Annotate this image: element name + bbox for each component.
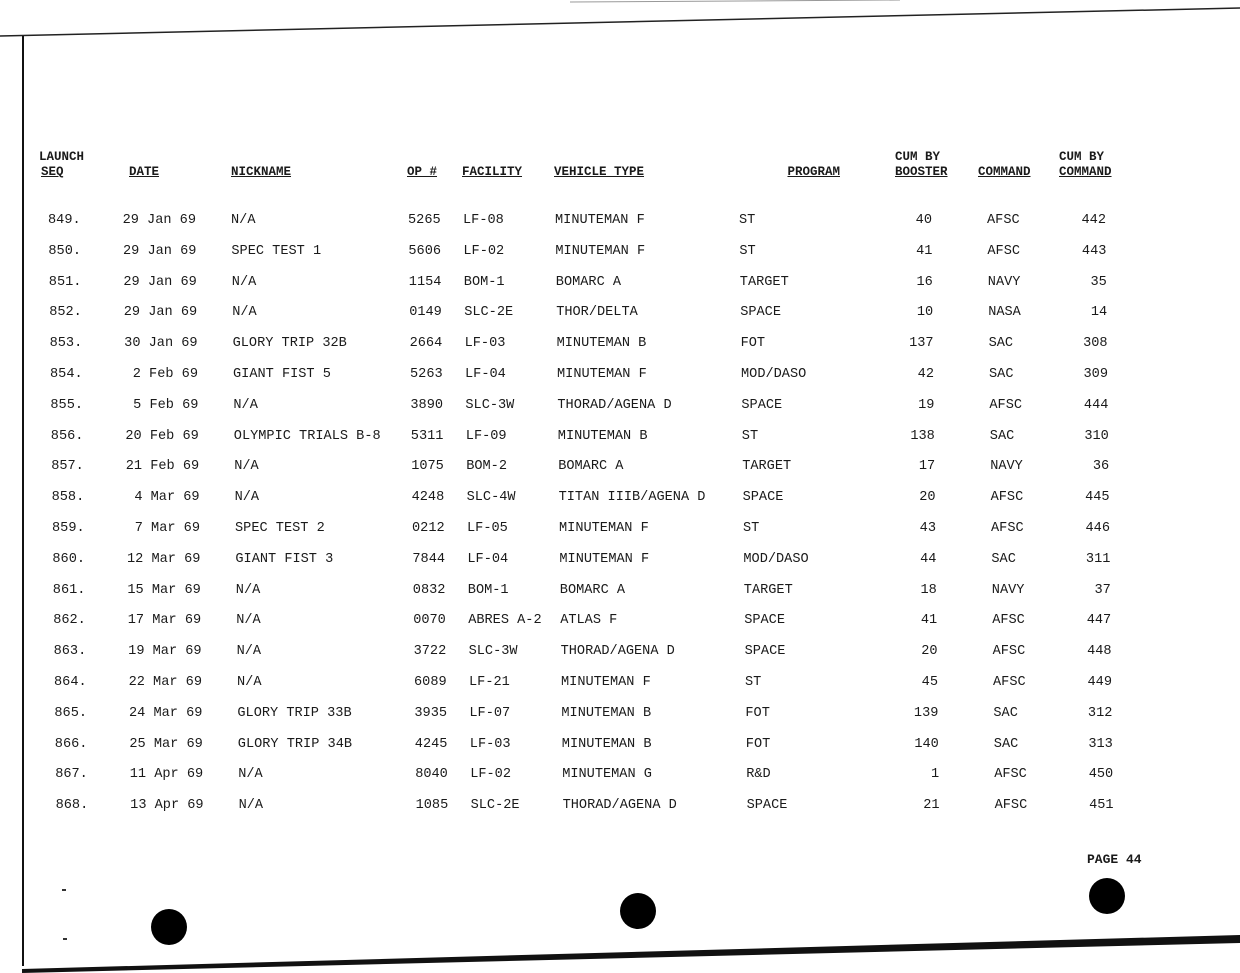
cell-launch-seq: 860. bbox=[52, 551, 86, 567]
cell-program: MOD/DASO bbox=[741, 367, 807, 382]
cell-program: TARGET bbox=[742, 459, 792, 475]
cell-cum-command: 309 bbox=[1083, 367, 1108, 382]
cell-nickname: GLORY TRIP 33B bbox=[237, 705, 352, 721]
cell-op-number: 0070 bbox=[413, 613, 446, 629]
cell-program: ST bbox=[743, 521, 760, 536]
cell-date: 20 Feb 69 bbox=[125, 428, 199, 444]
cell-date: 29 Jan 69 bbox=[122, 243, 197, 259]
cell-program: R&D bbox=[746, 767, 771, 783]
cell-cum-command: 442 bbox=[1081, 213, 1106, 228]
cell-cum-booster: 140 bbox=[914, 736, 939, 752]
table-row bbox=[0, 336, 1240, 356]
cell-program: ST bbox=[741, 428, 759, 444]
cell-cum-booster: 44 bbox=[920, 551, 937, 567]
header-date: DATE bbox=[129, 165, 160, 179]
cell-nickname: N/A bbox=[236, 644, 262, 660]
cell-facility: LF-03 bbox=[469, 736, 511, 752]
cell-nickname: N/A bbox=[231, 213, 256, 228]
cell-cum-command: 311 bbox=[1085, 551, 1111, 567]
cell-program: SPACE bbox=[746, 798, 788, 814]
cell-cum-booster: 16 bbox=[916, 274, 933, 290]
cell-launch-seq: 856. bbox=[50, 428, 84, 444]
cell-nickname: N/A bbox=[238, 798, 264, 814]
table-row bbox=[0, 367, 1240, 387]
cell-command: NASA bbox=[988, 305, 1021, 321]
cell-facility: LF-04 bbox=[465, 367, 506, 382]
cell-nickname: GLORY TRIP 32B bbox=[232, 336, 347, 352]
header-program: PROGRAM bbox=[787, 165, 840, 179]
header-nickname: NICKNAME bbox=[231, 165, 292, 179]
cell-cum-booster: 42 bbox=[917, 367, 934, 382]
table-row bbox=[0, 305, 1240, 325]
cell-facility: SLC-2E bbox=[470, 798, 520, 814]
cell-program: SPACE bbox=[740, 305, 781, 321]
cell-date: 30 Jan 69 bbox=[124, 336, 198, 352]
cell-launch-seq: 852. bbox=[49, 305, 82, 321]
scan-speck bbox=[63, 938, 67, 940]
cell-command: SAC bbox=[993, 705, 1018, 721]
cell-cum-command: 37 bbox=[1094, 582, 1111, 598]
cell-facility: LF-05 bbox=[467, 521, 508, 536]
cell-command: NAVY bbox=[991, 582, 1025, 598]
cell-vehicle-type: MINUTEMAN F bbox=[555, 243, 646, 259]
cell-nickname: OLYMPIC TRIALS B-8 bbox=[233, 428, 381, 444]
cell-date: 12 Mar 69 bbox=[126, 551, 201, 567]
cell-program: SPACE bbox=[744, 644, 786, 660]
cell-command: AFSC bbox=[990, 490, 1024, 506]
cell-launch-seq: 865. bbox=[54, 705, 88, 721]
header-facility: FACILITY bbox=[462, 165, 523, 179]
cell-vehicle-type: ATLAS F bbox=[560, 613, 618, 629]
cell-launch-seq: 862. bbox=[53, 613, 86, 629]
cell-facility: BOM-1 bbox=[467, 582, 509, 598]
cell-op-number: 5311 bbox=[410, 428, 444, 444]
cell-launch-seq: 850. bbox=[48, 243, 82, 259]
cell-command: NAVY bbox=[990, 459, 1023, 475]
cell-program: TARGET bbox=[743, 582, 793, 598]
page-number: PAGE 44 bbox=[1087, 852, 1142, 867]
cell-nickname: SPEC TEST 1 bbox=[231, 243, 322, 259]
cell-cum-command: 35 bbox=[1090, 274, 1107, 290]
cell-op-number: 7844 bbox=[412, 551, 446, 567]
cell-cum-command: 14 bbox=[1090, 305, 1108, 321]
cell-date: 22 Mar 69 bbox=[128, 675, 202, 690]
cell-launch-seq: 863. bbox=[53, 644, 87, 660]
cell-facility: LF-09 bbox=[465, 428, 507, 444]
cell-command: NAVY bbox=[987, 274, 1021, 290]
cell-facility: SLC-3W bbox=[465, 397, 515, 413]
table-row bbox=[0, 613, 1240, 633]
cell-launch-seq: 866. bbox=[54, 736, 88, 752]
header-launch-seq: LAUNCH SEQ bbox=[39, 150, 85, 179]
cell-command: AFSC bbox=[987, 243, 1021, 259]
table-row bbox=[0, 706, 1240, 726]
cell-program: FOT bbox=[740, 336, 766, 352]
cell-date: 29 Jan 69 bbox=[122, 213, 196, 228]
cell-op-number: 4248 bbox=[411, 490, 445, 506]
cell-op-number: 3935 bbox=[414, 705, 448, 721]
cell-command: AFSC bbox=[992, 644, 1026, 660]
cell-vehicle-type: BOMARC A bbox=[559, 582, 626, 598]
cell-date: 4 Mar 69 bbox=[134, 490, 200, 506]
cell-launch-seq: 868. bbox=[55, 798, 89, 814]
cell-vehicle-type: MINUTEMAN B bbox=[561, 705, 652, 721]
cell-cum-booster: 40 bbox=[915, 213, 932, 228]
cell-launch-seq: 858. bbox=[51, 490, 85, 506]
cell-facility: SLC-2E bbox=[464, 305, 514, 321]
cell-command: SAC bbox=[988, 336, 1014, 352]
cell-launch-seq: 857. bbox=[51, 459, 84, 475]
cell-cum-command: 313 bbox=[1088, 736, 1113, 752]
cell-date: 7 Mar 69 bbox=[134, 521, 200, 536]
cell-program: ST bbox=[739, 243, 756, 259]
cell-vehicle-type: THOR/DELTA bbox=[556, 305, 638, 321]
cell-cum-command: 447 bbox=[1086, 613, 1112, 629]
cell-date: 11 Apr 69 bbox=[129, 767, 204, 783]
cell-facility: LF-08 bbox=[463, 213, 504, 228]
header-cum-by-booster: CUM BY BOOSTER bbox=[895, 150, 948, 179]
cell-op-number: 1154 bbox=[408, 274, 442, 290]
cell-command: SAC bbox=[989, 367, 1014, 382]
cell-vehicle-type: MINUTEMAN B bbox=[556, 336, 647, 352]
cell-date: 13 Apr 69 bbox=[130, 798, 204, 814]
cell-facility: LF-02 bbox=[463, 243, 505, 259]
cell-vehicle-type: MINUTEMAN G bbox=[562, 767, 652, 783]
cell-command: AFSC bbox=[994, 798, 1028, 814]
cell-facility: BOM-1 bbox=[463, 274, 505, 290]
cell-op-number: 3722 bbox=[413, 644, 447, 660]
cell-cum-booster: 10 bbox=[916, 305, 934, 321]
cell-vehicle-type: THORAD/AGENA D bbox=[560, 644, 675, 660]
table-row bbox=[0, 275, 1240, 295]
cell-vehicle-type: MINUTEMAN F bbox=[555, 213, 645, 228]
cell-cum-booster: 41 bbox=[920, 613, 938, 629]
cell-facility: ABRES A-2 bbox=[468, 613, 542, 629]
cell-op-number: 1075 bbox=[411, 459, 444, 475]
cell-facility: LF-21 bbox=[469, 675, 510, 690]
cell-program: FOT bbox=[745, 736, 771, 752]
cell-nickname: N/A bbox=[233, 397, 258, 413]
cell-command: AFSC bbox=[992, 613, 1025, 629]
table-row bbox=[0, 459, 1240, 479]
cell-date: 25 Mar 69 bbox=[129, 736, 203, 752]
cell-cum-booster: 45 bbox=[921, 675, 938, 690]
table-row bbox=[0, 213, 1240, 233]
cell-date: 17 Mar 69 bbox=[127, 613, 202, 629]
cell-facility: LF-04 bbox=[467, 551, 509, 567]
header-cum-by-command: CUM BY COMMAND bbox=[1059, 150, 1112, 179]
cell-launch-seq: 854. bbox=[50, 367, 83, 382]
cell-op-number: 4245 bbox=[414, 736, 448, 752]
page-bottom-edge bbox=[22, 935, 1240, 973]
cell-nickname: N/A bbox=[232, 305, 257, 321]
cell-cum-booster: 1 bbox=[931, 767, 940, 783]
page-top-edge bbox=[0, 0, 1240, 40]
cell-vehicle-type: MINUTEMAN F bbox=[559, 551, 650, 567]
cell-cum-command: 445 bbox=[1085, 490, 1110, 506]
table-row bbox=[0, 429, 1240, 449]
cell-date: 29 Jan 69 bbox=[123, 274, 197, 290]
cell-vehicle-type: THORAD/AGENA D bbox=[557, 397, 672, 413]
cell-facility: LF-03 bbox=[464, 336, 506, 352]
cell-program: SPACE bbox=[742, 490, 784, 506]
cell-cum-booster: 41 bbox=[916, 243, 933, 259]
cell-nickname: GIANT FIST 3 bbox=[235, 551, 334, 567]
cell-command: SAC bbox=[989, 428, 1015, 444]
table-row bbox=[0, 737, 1240, 757]
header-vehicle-type: VEHICLE TYPE bbox=[554, 165, 645, 179]
cell-nickname: N/A bbox=[237, 675, 262, 690]
cell-cum-booster: 20 bbox=[921, 644, 938, 660]
cell-date: 15 Mar 69 bbox=[127, 582, 201, 598]
table-row bbox=[0, 521, 1240, 541]
cell-facility: LF-07 bbox=[469, 705, 511, 721]
cell-cum-command: 443 bbox=[1081, 243, 1107, 259]
cell-cum-booster: 20 bbox=[919, 490, 936, 506]
cell-program: SPACE bbox=[741, 397, 783, 413]
cell-cum-command: 312 bbox=[1087, 705, 1113, 721]
cell-vehicle-type: MINUTEMAN F bbox=[559, 521, 649, 536]
cell-op-number: 5265 bbox=[408, 213, 441, 228]
cell-nickname: GLORY TRIP 34B bbox=[237, 736, 353, 752]
cell-op-number: 8040 bbox=[415, 767, 448, 783]
cell-vehicle-type: MINUTEMAN B bbox=[557, 428, 648, 444]
binder-hole-center bbox=[620, 893, 656, 929]
cell-launch-seq: 867. bbox=[55, 767, 88, 783]
table-row bbox=[0, 398, 1240, 418]
scan-speck bbox=[62, 889, 66, 891]
cell-command: SAC bbox=[991, 551, 1016, 567]
table-row bbox=[0, 798, 1240, 818]
cell-op-number: 5606 bbox=[408, 243, 442, 259]
cell-cum-booster: 139 bbox=[913, 705, 939, 721]
cell-nickname: N/A bbox=[234, 459, 259, 475]
cell-cum-booster: 43 bbox=[919, 521, 936, 536]
cell-launch-seq: 861. bbox=[52, 582, 86, 598]
cell-date: 21 Feb 69 bbox=[125, 459, 200, 475]
cell-op-number: 0212 bbox=[412, 521, 445, 536]
cell-facility: SLC-3W bbox=[468, 644, 518, 660]
cell-launch-seq: 864. bbox=[54, 675, 87, 690]
cell-op-number: 2664 bbox=[409, 336, 443, 352]
table-row bbox=[0, 644, 1240, 664]
cell-date: 5 Feb 69 bbox=[133, 397, 199, 413]
cell-op-number: 0149 bbox=[409, 305, 442, 321]
cell-cum-booster: 18 bbox=[920, 582, 937, 598]
cell-program: ST bbox=[745, 675, 762, 690]
cell-date: 19 Mar 69 bbox=[128, 644, 202, 660]
table-row bbox=[0, 583, 1240, 603]
cell-facility: BOM-2 bbox=[466, 459, 507, 475]
cell-command: AFSC bbox=[987, 213, 1020, 228]
cell-date: 2 Feb 69 bbox=[132, 367, 198, 382]
cell-op-number: 5263 bbox=[410, 367, 443, 382]
cell-program: MOD/DASO bbox=[743, 551, 809, 567]
cell-program: SPACE bbox=[744, 613, 785, 629]
cell-program: FOT bbox=[745, 705, 770, 721]
cell-command: AFSC bbox=[989, 397, 1023, 413]
cell-program: ST bbox=[739, 213, 756, 228]
cell-cum-booster: 19 bbox=[918, 397, 935, 413]
cell-nickname: N/A bbox=[235, 582, 261, 598]
cell-program: TARGET bbox=[739, 274, 789, 290]
cell-command: AFSC bbox=[991, 521, 1024, 536]
cell-facility: SLC-4W bbox=[466, 490, 516, 506]
cell-cum-command: 36 bbox=[1092, 459, 1110, 475]
cell-facility: LF-02 bbox=[470, 767, 511, 783]
cell-cum-booster: 137 bbox=[909, 336, 934, 352]
cell-date: 24 Mar 69 bbox=[128, 705, 203, 721]
cell-cum-command: 308 bbox=[1083, 336, 1108, 352]
cell-cum-booster: 21 bbox=[923, 798, 940, 814]
cell-op-number: 1085 bbox=[415, 798, 449, 814]
cell-vehicle-type: TITAN IIIB/AGENA D bbox=[558, 490, 706, 506]
cell-nickname: SPEC TEST 2 bbox=[235, 521, 325, 536]
cell-cum-command: 450 bbox=[1088, 767, 1114, 783]
binder-hole-left bbox=[151, 909, 187, 945]
table-row bbox=[0, 552, 1240, 572]
header-op-number: OP # bbox=[407, 165, 438, 179]
table-row bbox=[0, 490, 1240, 510]
cell-cum-command: 448 bbox=[1087, 644, 1112, 660]
cell-op-number: 6089 bbox=[414, 675, 447, 690]
cell-nickname: N/A bbox=[238, 767, 263, 783]
cell-date: 29 Jan 69 bbox=[123, 305, 198, 321]
cell-cum-command: 446 bbox=[1085, 521, 1110, 536]
header-command: COMMAND bbox=[978, 165, 1031, 179]
cell-cum-booster: 17 bbox=[918, 459, 936, 475]
cell-launch-seq: 855. bbox=[50, 397, 84, 413]
table-row bbox=[0, 675, 1240, 695]
cell-cum-booster: 138 bbox=[910, 428, 935, 444]
binder-hole-right bbox=[1089, 878, 1125, 914]
cell-nickname: N/A bbox=[231, 274, 257, 290]
cell-vehicle-type: THORAD/AGENA D bbox=[562, 798, 677, 814]
cell-command: AFSC bbox=[993, 675, 1026, 690]
cell-cum-command: 444 bbox=[1083, 397, 1109, 413]
cell-nickname: N/A bbox=[234, 490, 260, 506]
cell-nickname: GIANT FIST 5 bbox=[233, 367, 331, 382]
table-row bbox=[0, 767, 1240, 787]
cell-cum-command: 449 bbox=[1087, 675, 1112, 690]
cell-vehicle-type: BOMARC A bbox=[558, 459, 624, 475]
cell-cum-command: 310 bbox=[1084, 428, 1109, 444]
cell-command: SAC bbox=[993, 736, 1019, 752]
cell-launch-seq: 851. bbox=[48, 274, 82, 290]
cell-launch-seq: 849. bbox=[48, 213, 81, 228]
cell-vehicle-type: MINUTEMAN B bbox=[561, 736, 652, 752]
table-row bbox=[0, 244, 1240, 264]
cell-vehicle-type: BOMARC A bbox=[555, 274, 622, 290]
cell-launch-seq: 853. bbox=[49, 336, 83, 352]
cell-vehicle-type: MINUTEMAN F bbox=[561, 675, 651, 690]
cell-nickname: N/A bbox=[236, 613, 261, 629]
cell-op-number: 0832 bbox=[412, 582, 446, 598]
cell-cum-command: 451 bbox=[1089, 798, 1114, 814]
cell-vehicle-type: MINUTEMAN F bbox=[557, 367, 647, 382]
cell-launch-seq: 859. bbox=[52, 521, 85, 536]
cell-op-number: 3890 bbox=[410, 397, 444, 413]
cell-command: AFSC bbox=[994, 767, 1027, 783]
